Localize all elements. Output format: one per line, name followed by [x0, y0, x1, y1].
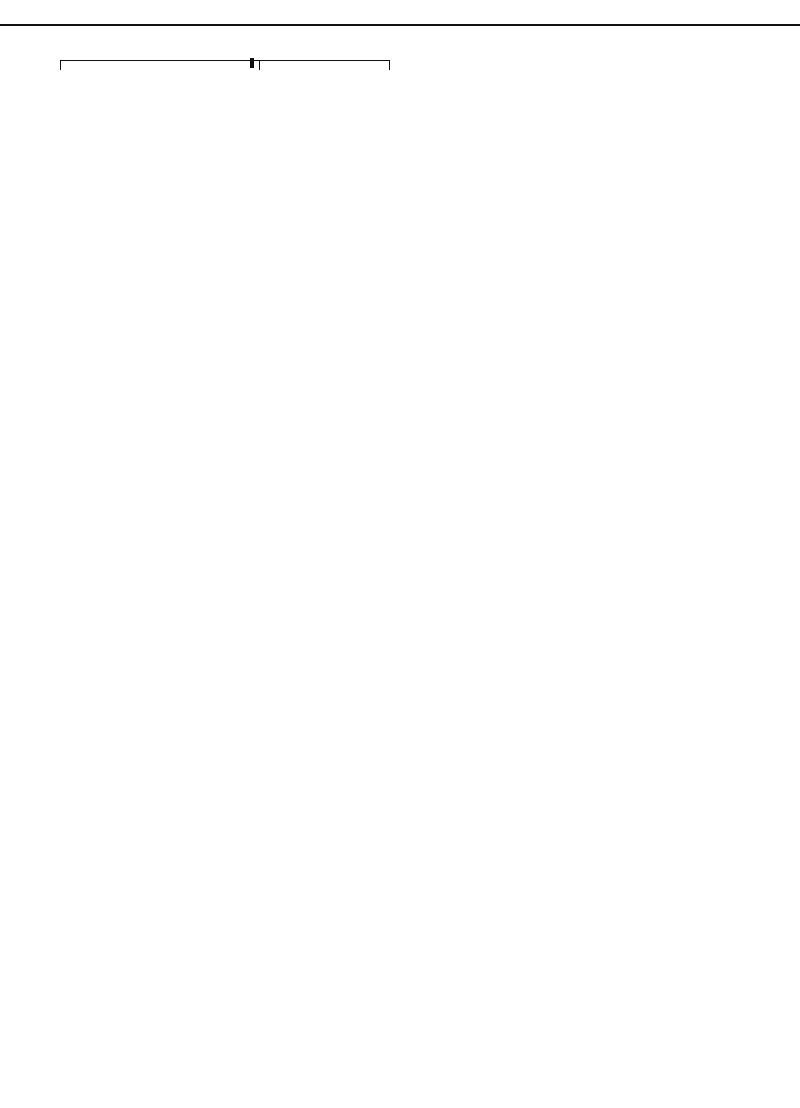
- page-header: [0, 0, 800, 26]
- connector-c-bracket: [60, 60, 260, 70]
- ecu-connector-diagram: [38, 38, 778, 178]
- connector-c-bracket-2: [250, 60, 390, 70]
